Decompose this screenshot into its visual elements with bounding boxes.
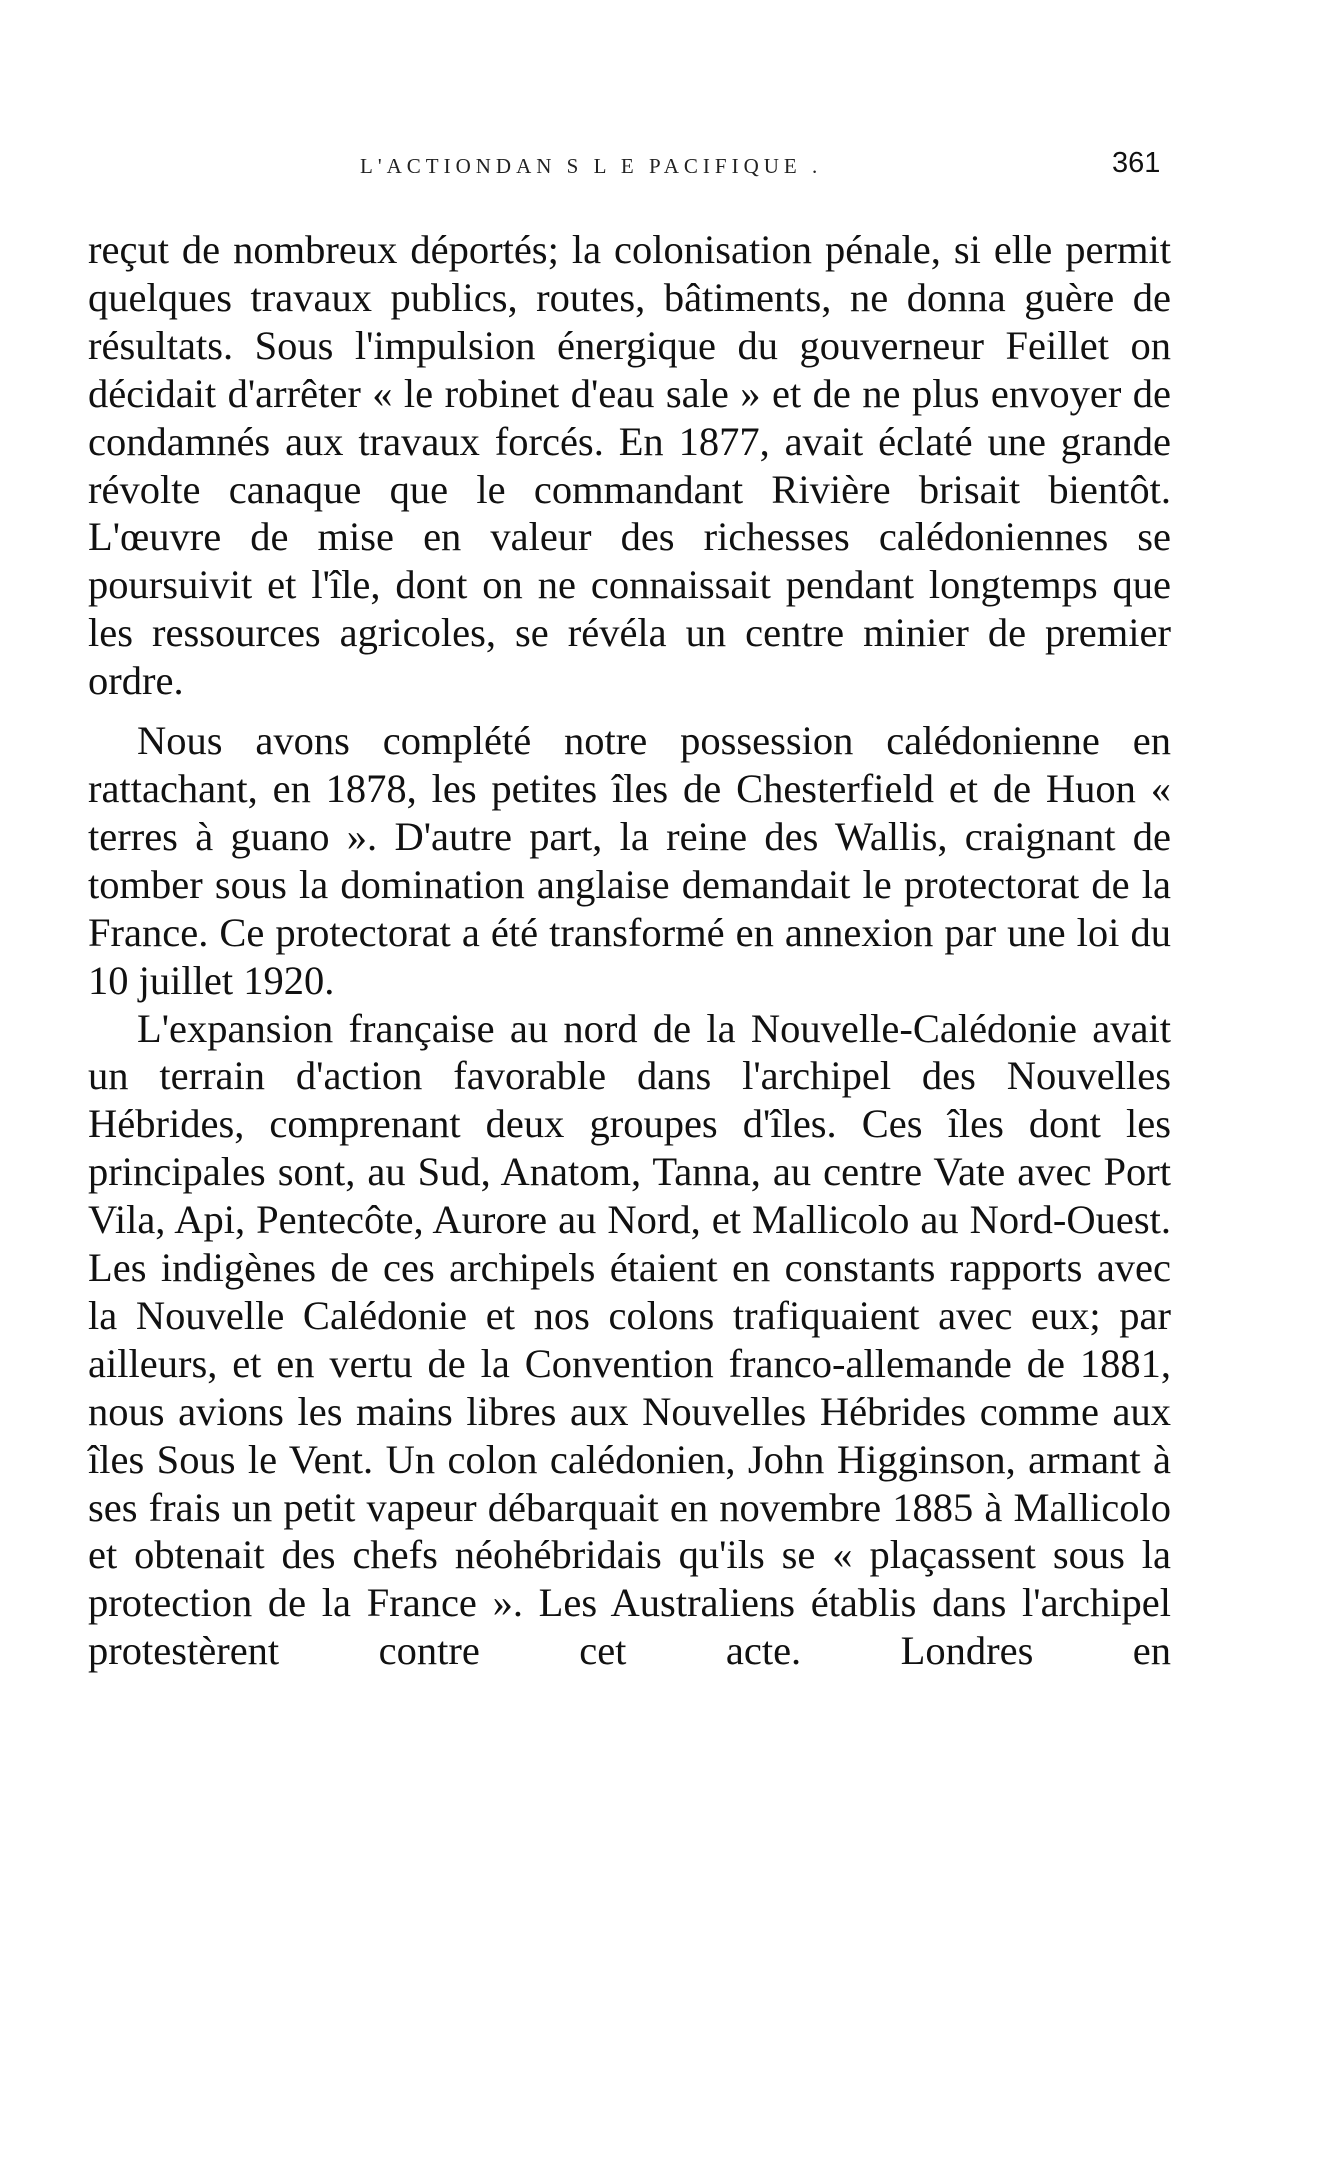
- body-text: [88, 226, 1171, 1675]
- paragraph: Nous avons complété notre possession calédonienne en rattachant, en 1878, les petites îles de Chesterfield et de Huon « terres à guano ». D'autre part, la reine des Wallis, craignant de tomber sous la domination anglaise demandait le protectorat de la France. Ce protectorat a été transformé en annexion par une loi du 10 juillet 1920.: [88, 718, 1171, 1003]
- page-number: 361: [1112, 147, 1161, 179]
- paragraph: L'expansion française au nord de la Nouvelle-Calédonie avait un terrain d'action favorable dans l'archipel des Nouvelles Hébrides, comprenant deux groupes d'îles. Ces îles dont les principales sont, au Sud, Anatom, Tanna, au centre Vate avec Port Vila, Api, Pentecôte, Aurore au Nord, et Mallicolo au Nord-Ouest. Les indigènes de ces archipels étaient en constants rapports avec la Nouvelle Calédonie et nos colons trafiquaient avec eux; par ailleurs, et en vertu de la Convention franco-allemande de 1881, nous avions les mains libres aux Nouvelles Hébrides comme aux îles Sous le Vent. Un colon calédonien, John Higginson, armant à ses frais un petit vapeur débarquait en novembre 1885 à Mallicolo et obtenait des chefs néohébridais qu'ils se « plaçassent sous la protection de la France ». Les Australiens établis dans l'archipel protestèrent contre cet acte. Londres en: [88, 1005, 1171, 1674]
- running-head: L'ACTIONDAN S L E PACIFIQUE .: [360, 154, 823, 178]
- paragraph: reçut de nombreux déportés; la colonisation pénale, si elle permit quelques travaux publics, routes, bâtiments, ne donna guère de résultats. Sous l'impulsion énergique du gouverneur Feillet on décidait d'arrêter « le robinet d'eau sale » et de ne plus envoyer de condamnés aux travaux forcés. En 1877, avait éclaté une grande révolte canaque que le commandant Rivière brisait bientôt. L'œuvre de mise en valeur des richesses calédoniennes se poursuivit et l'île, dont on ne connaissait pendant longtemps que les ressources agricoles, se révéla un centre minier de premier ordre.: [88, 227, 1171, 704]
